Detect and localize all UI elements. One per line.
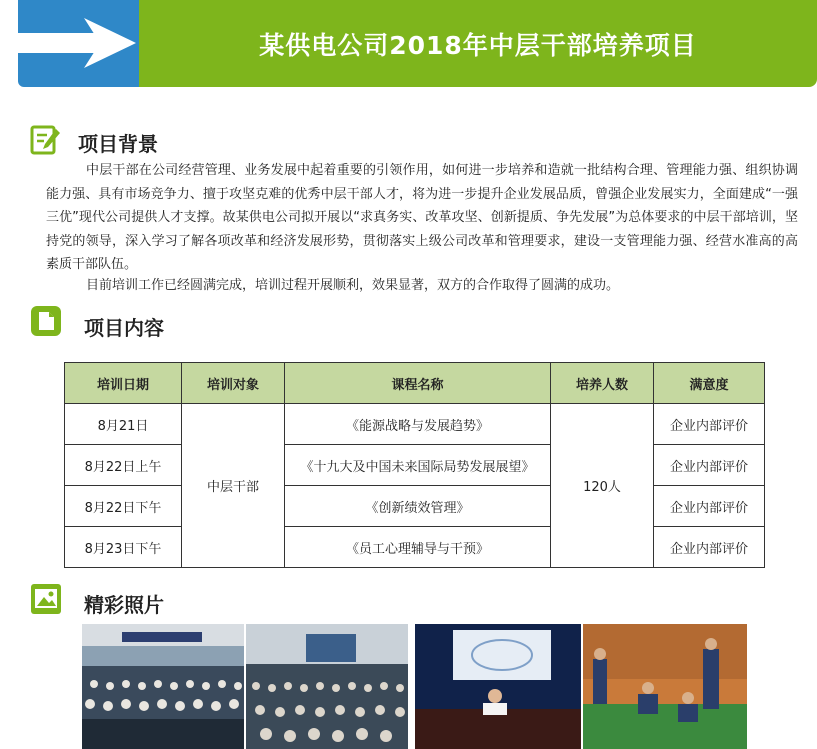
page-title: 某供电公司2018年中层干部培养项目 xyxy=(259,30,697,60)
table-cell-course: 《创新绩效管理》 xyxy=(285,486,551,527)
table-cell-satisfaction: 企业内部评价 xyxy=(654,445,765,486)
table-cell-date: 8月22日下午 xyxy=(65,486,182,527)
section-title-content: 项目内容 xyxy=(84,316,164,340)
section-title-photos: 精彩照片 xyxy=(84,593,164,617)
table-cell-satisfaction: 企业内部评价 xyxy=(654,486,765,527)
table-cell-course: 《员工心理辅导与干预》 xyxy=(285,527,551,568)
table-row xyxy=(65,445,765,486)
photo-team-activity xyxy=(583,624,747,749)
table-header-course: 课程名称 xyxy=(285,363,551,404)
image-icon xyxy=(30,583,62,615)
photo-lecture-hall-2 xyxy=(246,624,408,749)
document-icon xyxy=(30,305,62,337)
header-banner xyxy=(18,0,817,87)
table-row xyxy=(65,486,765,527)
table-cell-course: 《能源战略与发展趋势》 xyxy=(285,404,551,445)
table-header-target: 培训对象 xyxy=(182,363,285,404)
table-row xyxy=(65,527,765,568)
background-paragraph-1: 中层干部在公司经营管理、业务发展中起着重要的引领作用，如何进一步培养和造就一批结构合理、管理能力强、组织协调能力强、具有市场竞争力、擅于攻坚克难的优秀中层干部人才，将为进一步提升企业发展品质，曾强企业发展实力，全面建成“一强三优”现代公司提供人才支撑。故某供电公司拟开展以“求真务实、改革攻坚、创新提质、争先发展”为总体要求的中层干部培训，坚持党的领导，深入学习了解各项改革和经济发展形势，贯彻落实上级公司改革和管理要求，建设一支管理能力强、经营水准高的高素质干部队伍。 xyxy=(46,163,798,272)
section-title-background: 项目背景 xyxy=(78,132,158,156)
table-row xyxy=(65,404,765,445)
background-paragraph-2: 目前培训工作已经圆满完成，培训过程开展顺利，效果显著，双方的合作取得了圆满的成功。 xyxy=(86,278,620,293)
table-cell-date: 8月22日上午 xyxy=(65,445,182,486)
arrow-right-icon xyxy=(18,0,139,87)
table-cell-satisfaction: 企业内部评价 xyxy=(654,527,765,568)
training-table xyxy=(64,362,765,568)
table-cell-target: 中层干部 xyxy=(182,404,285,568)
photo-speaker xyxy=(415,624,581,749)
table-header-date: 培训日期 xyxy=(65,363,182,404)
table-cell-date: 8月21日 xyxy=(65,404,182,445)
table-header-satisfaction: 满意度 xyxy=(654,363,765,404)
table-cell-date: 8月23日下午 xyxy=(65,527,182,568)
table-header-count: 培养人数 xyxy=(551,363,654,404)
edit-document-icon xyxy=(30,123,62,155)
table-cell-course: 《十九大及中国未来国际局势发展展望》 xyxy=(285,445,551,486)
table-cell-count: 120人 xyxy=(551,404,654,568)
photo-lecture-hall-1 xyxy=(82,624,244,749)
table-header-row xyxy=(65,363,765,404)
table-cell-satisfaction: 企业内部评价 xyxy=(654,404,765,445)
